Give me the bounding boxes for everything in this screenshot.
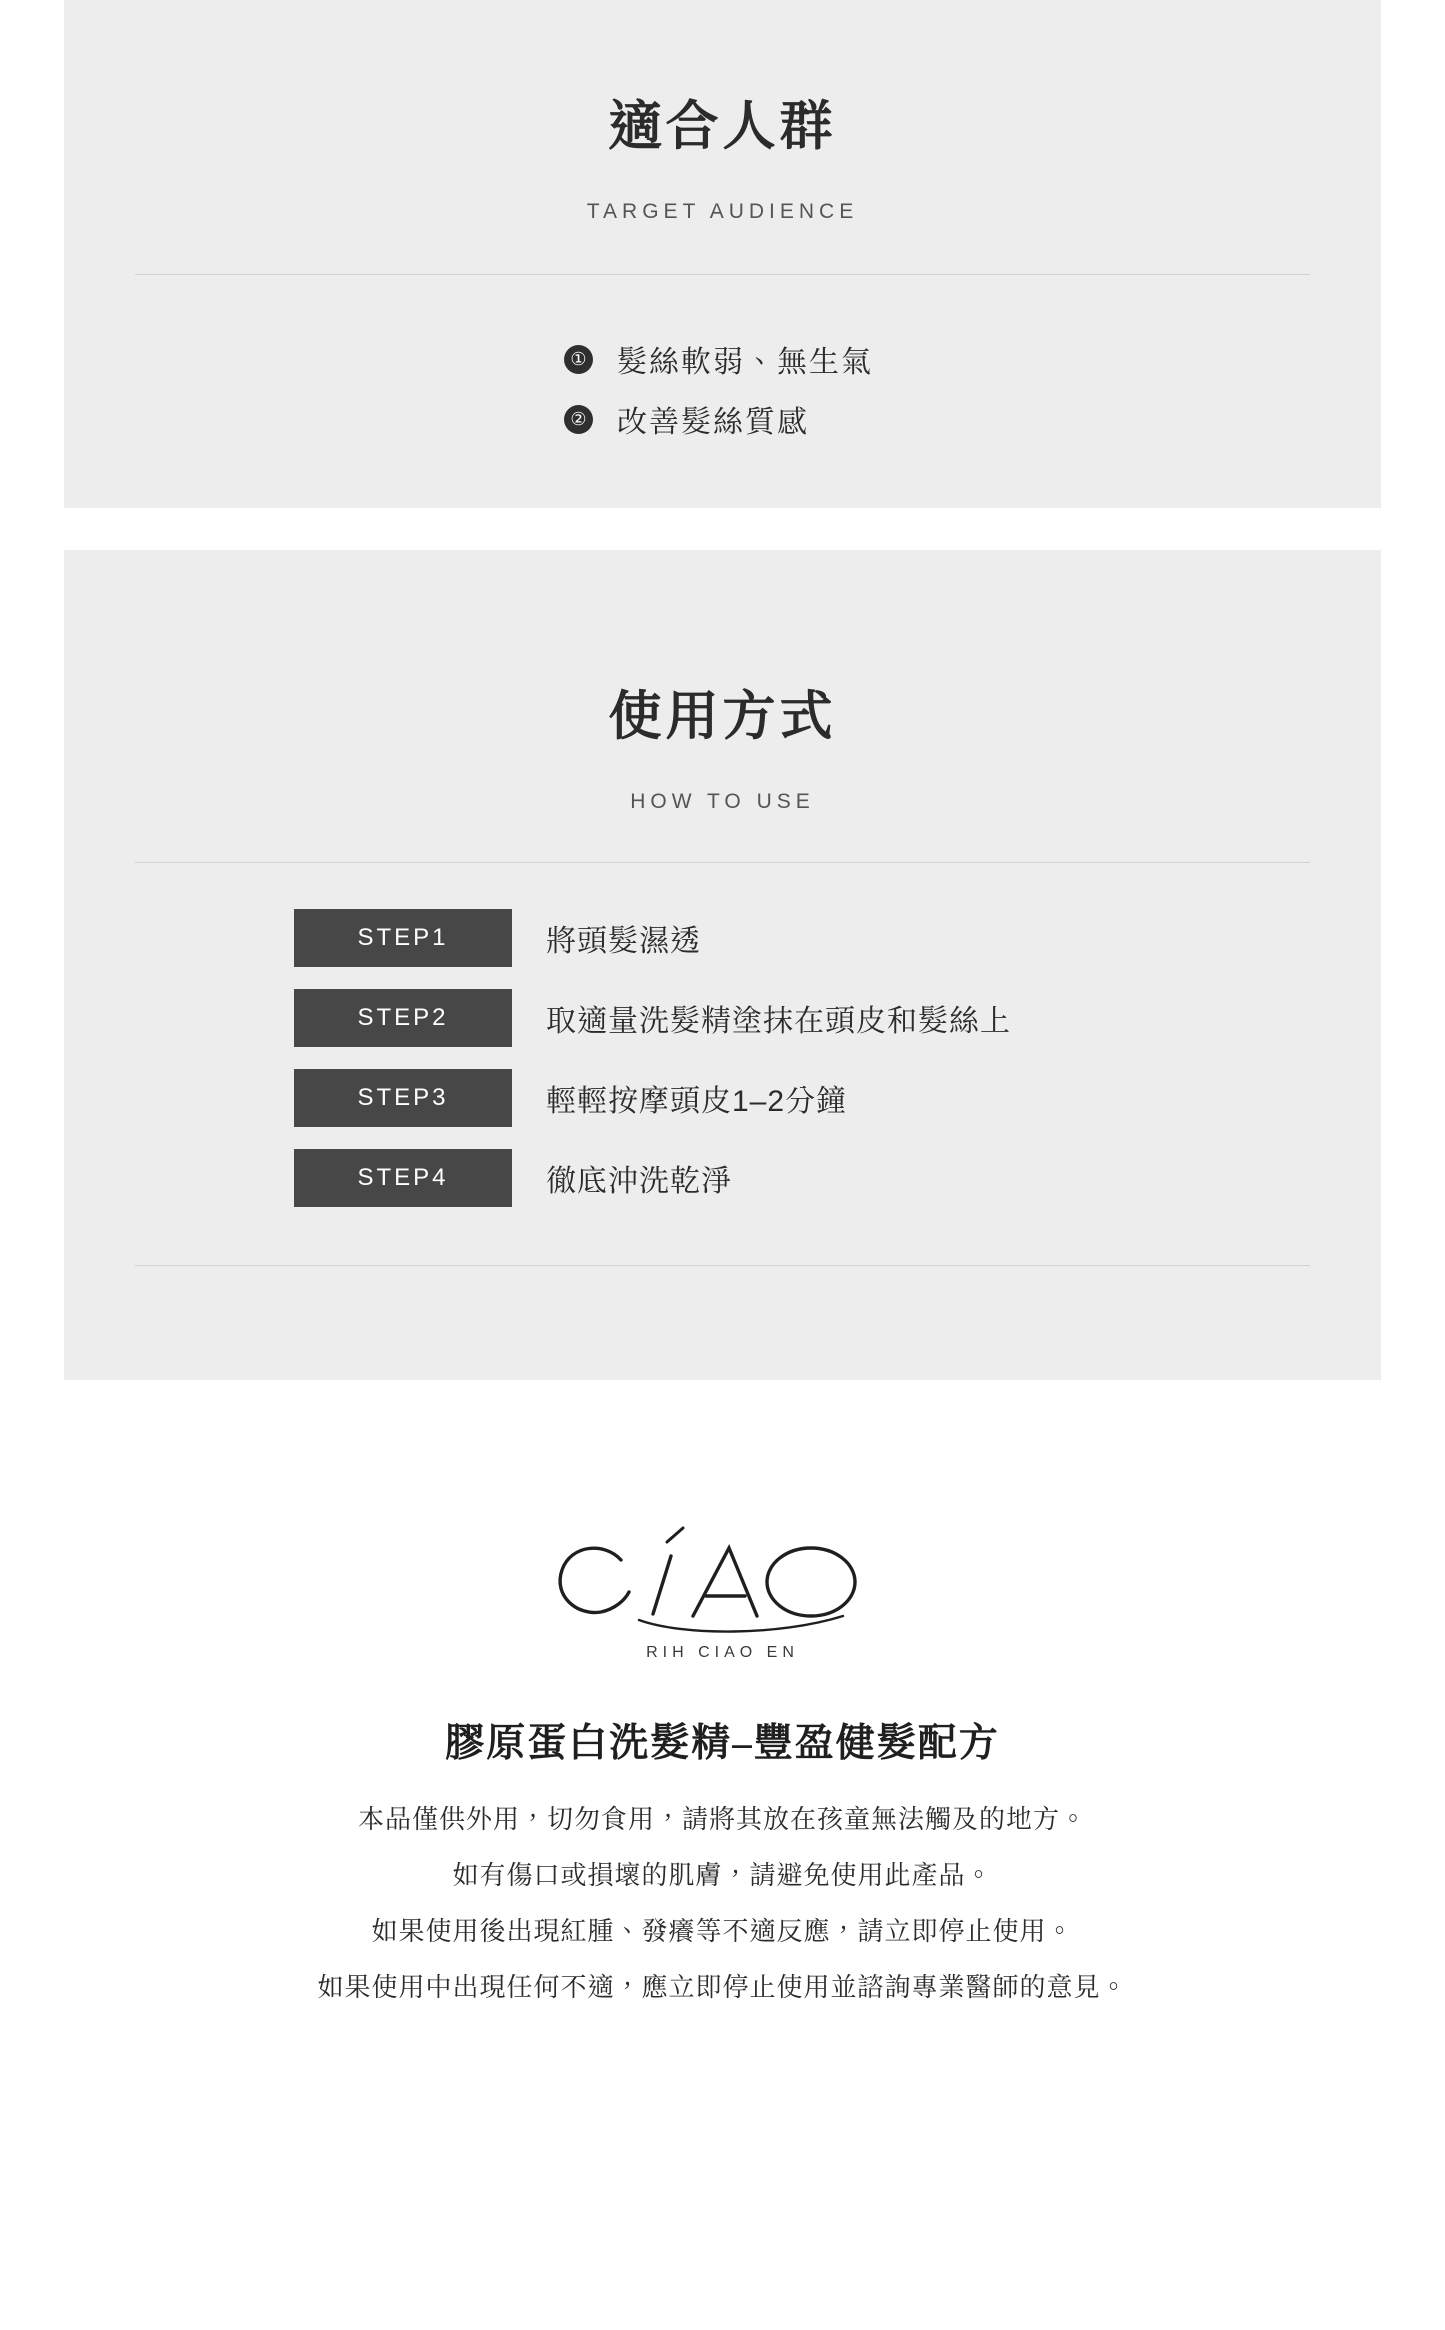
steps-list: [64, 909, 1381, 1207]
product-title: 膠原蛋白洗髮精–豐盈健髮配方: [445, 1722, 1000, 1765]
circled-number-1-icon: ①: [564, 345, 593, 374]
step-description-2: 取適量洗髮精塗抹在頭皮和髮絲上: [546, 1005, 1011, 1039]
note-line: 如有傷口或損壞的肌膚，請避免使用此產品。: [452, 1860, 993, 1891]
divider: [135, 274, 1310, 275]
note-line: 如果使用後出現紅腫、發癢等不適反應，請立即停止使用。: [371, 1916, 1074, 1947]
section-title-audience: 適合人群: [608, 97, 837, 156]
ciao-wordmark-icon: [543, 1512, 903, 1642]
brand-tagline: RIH CIAO EN: [646, 1644, 799, 1661]
section-title-howto: 使用方式: [608, 687, 837, 746]
step-description-1: 將頭髮濕透: [546, 925, 701, 959]
divider: [135, 862, 1310, 863]
step-badge-1: STEP1: [294, 909, 512, 967]
circled-number-2-icon: ②: [564, 405, 593, 434]
section-subtitle-audience: TARGET AUDIENCE: [586, 200, 859, 224]
product-notes: [0, 1802, 1445, 2005]
list-item-label: 髮絲軟弱、無生氣: [617, 346, 873, 380]
note-line: 本品僅供外用，切勿食用，請將其放在孩童無法觸及的地方。: [357, 1804, 1087, 1834]
section-target-audience: [64, 0, 1381, 508]
step-row: [64, 1149, 1381, 1207]
section-how-to-use: [64, 550, 1381, 1380]
audience-list: [64, 337, 1381, 441]
list-item: [64, 397, 1381, 441]
step-badge-4: STEP4: [294, 1149, 512, 1207]
step-row: [64, 909, 1381, 967]
step-badge-2: STEP2: [294, 989, 512, 1047]
section-subtitle-howto: HOW TO USE: [630, 790, 815, 814]
footer-brand-block: [0, 1380, 1445, 2098]
list-item: [64, 337, 1381, 381]
brand-logo: [543, 1512, 903, 1662]
panel-gap: [0, 508, 1445, 550]
step-description-3: 輕輕按摩頭皮1–2分鐘: [546, 1085, 848, 1119]
divider: [135, 1265, 1310, 1266]
step-row: [64, 989, 1381, 1047]
note-line: 如果使用中出現任何不適，應立即停止使用並諮詢專業醫師的意見。: [317, 1972, 1128, 2003]
step-badge-3: STEP3: [294, 1069, 512, 1127]
list-item-label: 改善髮絲質感: [617, 406, 809, 440]
step-row: [64, 1069, 1381, 1127]
step-description-4: 徹底沖洗乾淨: [546, 1165, 732, 1199]
